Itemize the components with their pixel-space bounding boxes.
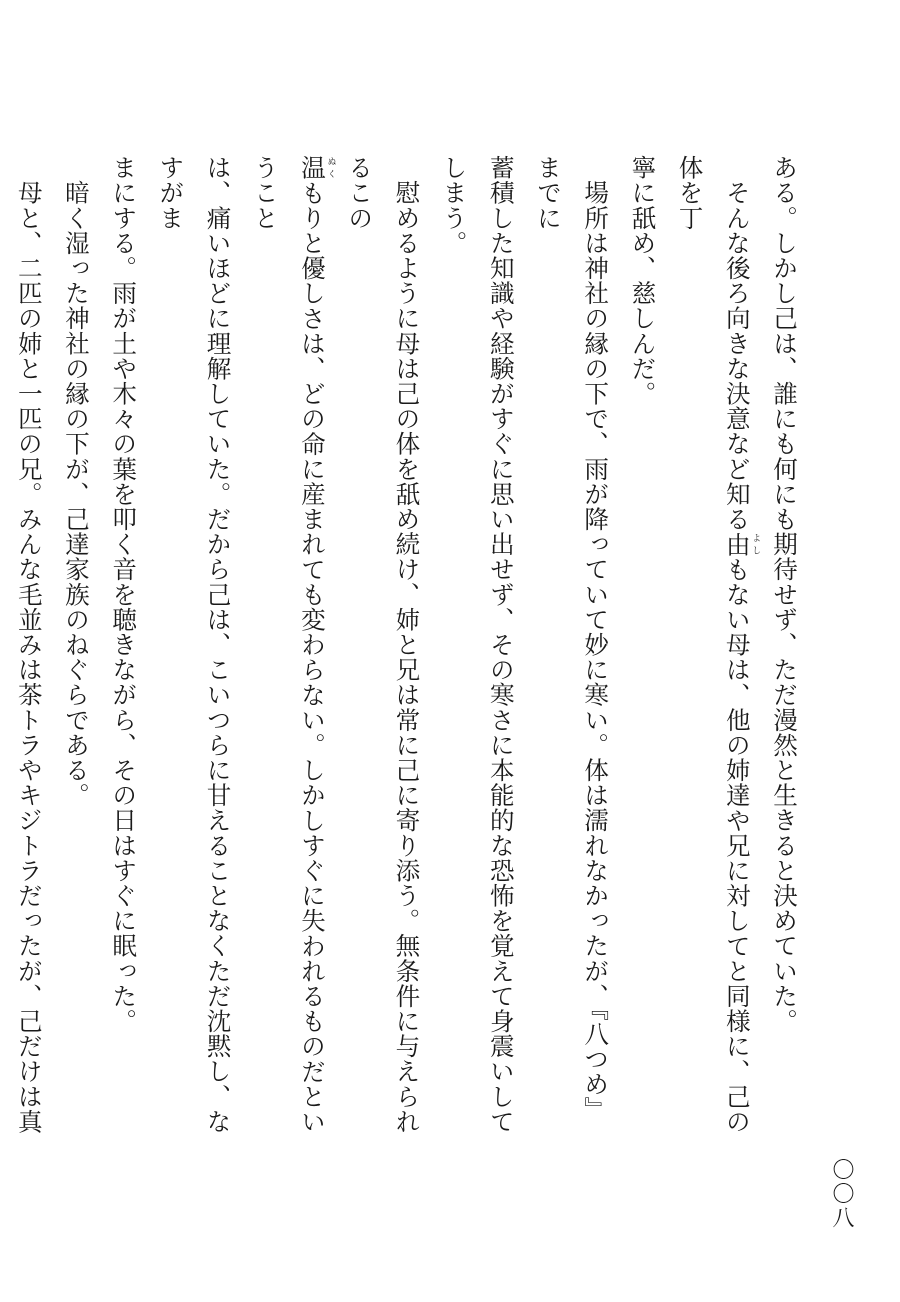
text-line: 慰めるように母は己の体を舐め続け、姉と兄は常に己に寄り添う。無条件に与えられるこの: [345, 155, 422, 1134]
ruby-annotation: 由よし: [722, 531, 761, 557]
text-line: 暗く湿った神社の縁の下が、己達家族のねぐらである。: [61, 155, 91, 808]
text-line: は、痛いほどに理解していた。だから己は、こいつらに甘えることなくただ沈黙し、なすがま: [156, 155, 233, 1134]
text-line: そんな後ろ向きな決意など知る由よしもない母は、他の姉達や兄に対してと同様に、己の体を丁: [675, 155, 761, 1134]
text-line: まにする。雨が土や木々の葉を叩く音を聴きながら、その日はすぐに眠った。: [109, 155, 139, 1034]
text-line: 母と、二匹の姉と一匹の兄。みんな毛並みは茶トラやキジトラだったが、己だけは真: [14, 180, 44, 1134]
text-line: ある。しかし己は、誰にも何にも期待せず、ただ漫然と生きると決めていた。: [770, 155, 799, 1034]
ruby-annotation: 温ぬく: [297, 155, 336, 181]
vertical-text-body: [14, 155, 808, 1135]
text-line: 場所は神社の縁の下で、雨が降っていて妙に寒い。体は濡れなかったが、『八つめ』までに: [533, 155, 611, 1122]
page-number: 〇〇八: [829, 1158, 854, 1230]
text-line: 寧に舐め、慈しんだ。: [628, 155, 658, 406]
text-line: 温ぬくもりと優しさは、どの命に産まれても変わらない。しかしすぐに失われるものだということ: [250, 155, 336, 1134]
text-line: 蓄積した知識や経験がすぐに思い出せず、その寒さに本能的な恐怖を覚えて身震いしてしまう。: [439, 155, 516, 1134]
